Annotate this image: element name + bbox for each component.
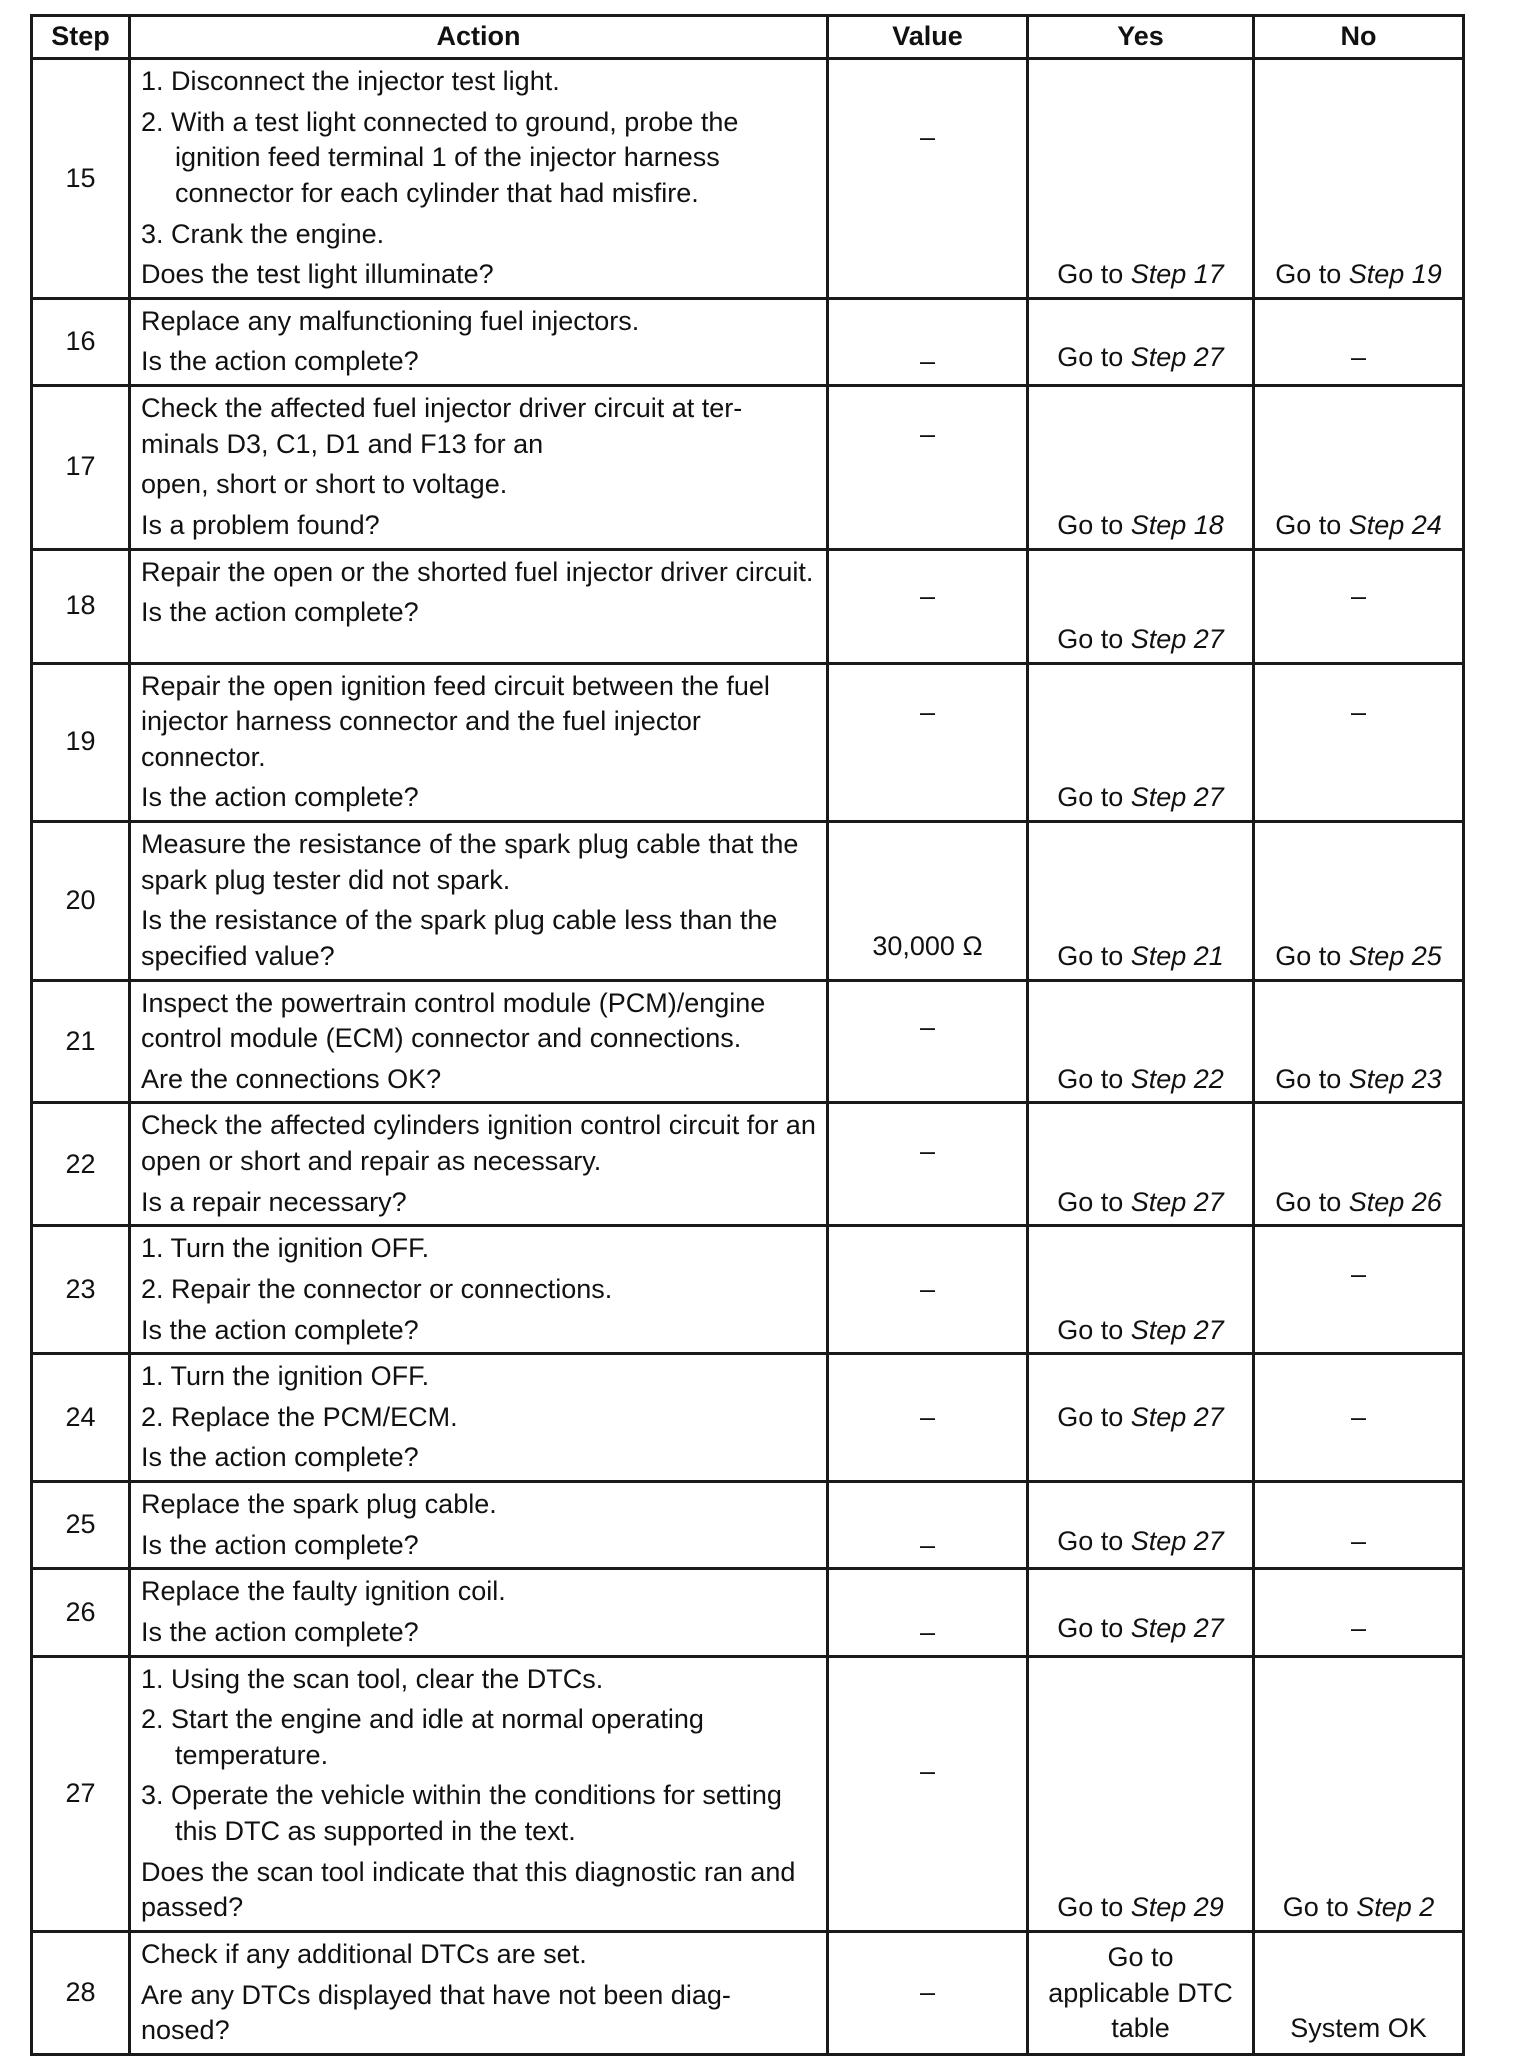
header-no: No [1254,16,1464,59]
action-question: Is the action complete? [141,1314,419,1345]
yes-prefix: Go to [1057,1401,1131,1432]
no-cell [1254,1656,1464,1931]
step-number: 23 [32,1226,130,1354]
yes-cell [1028,663,1254,822]
yes-step-ref: Step 17 [1130,259,1224,290]
action-question: Are the connections OK? [141,1063,442,1094]
value-cell: – [828,1656,1028,1931]
yes-prefix: Go to [1057,342,1131,373]
table-row [32,822,1464,981]
step-number: 21 [32,980,130,1103]
table-row [32,298,1464,385]
yes-prefix: Go to [1057,782,1131,813]
step-number: 22 [32,1103,130,1226]
header-value: Value [828,16,1028,59]
table-row [32,1931,1464,2054]
action-question: Is a problem found? [141,509,380,540]
yes-cell [1028,1226,1254,1354]
yes-step-ref: Step 18 [1130,509,1224,540]
action-line: Check the affected cylinders ignition control circuit for an open or short and repair as necessary. [141,1110,816,1176]
yes-step-ref: Step 29 [1130,1892,1224,1923]
action-line: Check if any additional DTCs are set. [141,1938,587,1969]
value-cell: – [828,386,1028,550]
yes-prefix: Go to [1057,509,1131,540]
step-number: 28 [32,1931,130,2054]
table-row [32,59,1464,299]
yes-step-ref: Step 27 [1130,1401,1224,1432]
header-row [32,16,1464,59]
yes-prefix: Go to [1057,1186,1131,1217]
yes-prefix: Go to [1057,940,1131,971]
no-prefix: Go to [1282,1892,1357,1923]
value-cell: – [828,980,1028,1103]
header-yes: Yes [1028,16,1254,59]
action-line: 3. Operate the vehicle within the conditions for setting this DTC as supported in the text. [141,1780,782,1846]
no-prefix: Go to [1275,259,1349,290]
value-cell: 30,000 Ω [828,822,1028,981]
no-cell [1254,59,1464,299]
action-question: Are any DTCs displayed that have not been diag-nosed? [141,1979,731,2046]
header-step: Step [32,16,130,59]
no-cell [1254,1103,1464,1226]
no-prefix: Go to [1275,1186,1349,1217]
yes-step-ref: Step 27 [1130,1186,1224,1217]
diagnostic-table [30,14,1465,2056]
action-question: Is a repair necessary? [141,1186,407,1217]
no-cell [1254,386,1464,550]
no-cell: – [1254,298,1464,385]
action-line: 1. Turn the ignition OFF. [141,1361,430,1392]
action-cell [130,1226,828,1354]
action-cell [130,1354,828,1482]
action-line: 2. Start the engine and idle at normal operating temperature. [141,1704,704,1770]
yes-step-ref: Step 21 [1130,940,1224,971]
action-line: Inspect the powertrain control module (PCM)/engine control module (ECM) connector and connections. [141,987,766,1054]
table-row [32,1103,1464,1226]
yes-step-ref: Step 27 [1130,1612,1224,1643]
yes-cell [1028,298,1254,385]
yes-step-ref: Step 27 [1130,1314,1224,1345]
no-cell: – [1254,549,1464,663]
yes-cell [1028,1354,1254,1482]
no-step-ref: Step 23 [1348,1063,1442,1094]
yes-cell [1028,386,1254,550]
yes-cell [1028,980,1254,1103]
table-row [32,386,1464,550]
no-cell: – [1254,1354,1464,1482]
action-question: Is the action complete? [141,1616,419,1647]
yes-cell [1028,59,1254,299]
action-question: Is the action complete? [141,1529,419,1560]
action-question: Is the action complete? [141,782,419,813]
step-number: 26 [32,1569,130,1656]
action-cell [130,1569,828,1656]
no-step-ref: Step 25 [1348,940,1442,971]
table-row [32,663,1464,822]
table-row [32,980,1464,1103]
action-line: Check the affected fuel injector driver circuit at ter-minals D3, C1, D1 and F13 for an [141,393,743,459]
step-number: 20 [32,822,130,981]
table-row [32,1569,1464,1656]
action-line: Replace the spark plug cable. [141,1489,497,1519]
step-number: 16 [32,298,130,385]
step-number: 27 [32,1656,130,1931]
yes-prefix: Go to [1057,1063,1131,1094]
value-cell: – [828,1103,1028,1226]
no-cell: – [1254,1226,1464,1354]
action-line: Repair the open or the shorted fuel injector driver circuit. [141,556,814,587]
no-step-ref: Step 24 [1348,509,1442,540]
value-cell: – [828,1226,1028,1354]
action-line: 2. With a test light connected to ground, probe the ignition feed terminal 1 of the injector harness connector for each cylinder that had misfire. [141,106,739,208]
action-cell [130,980,828,1103]
no-prefix: Go to [1275,509,1349,540]
action-line: 1. Using the scan tool, clear the DTCs. [141,1663,604,1694]
action-cell [130,1482,828,1569]
action-cell [130,298,828,385]
no-step-ref: Step 2 [1356,1892,1435,1923]
no-prefix: Go to [1275,940,1349,971]
action-line: 2. Replace the PCM/ECM. [141,1401,458,1432]
yes-prefix: Go to [1057,623,1131,654]
value-cell: – [828,1569,1028,1656]
action-question: Does the test light illuminate? [141,259,494,290]
step-number: 19 [32,663,130,822]
action-line: 1. Turn the ignition OFF. [141,1233,430,1264]
value-cell: – [828,298,1028,385]
action-cell [130,1931,828,2054]
action-line: Replace the faulty ignition coil. [141,1576,506,1607]
step-number: 15 [32,59,130,299]
step-number: 24 [32,1354,130,1482]
header-action: Action [130,16,828,59]
action-line: open, short or short to voltage. [141,469,508,500]
no-cell: – [1254,1569,1464,1656]
no-prefix: Go to [1275,1063,1349,1094]
action-cell [130,1656,828,1931]
yes-step-ref: Step 27 [1130,782,1224,813]
table-row [32,1656,1464,1931]
action-line: Replace any malfunctioning fuel injectors. [141,305,640,336]
no-step-ref: Step 19 [1348,259,1442,290]
action-line: 1. Disconnect the injector test light. [141,66,560,96]
action-line: 2. Repair the connector or connections. [141,1273,613,1304]
action-cell [130,663,828,822]
value-cell: – [828,59,1028,299]
yes-prefix: Go to [1057,259,1131,290]
step-number: 18 [32,549,130,663]
action-question: Is the action complete? [141,1442,419,1473]
table-row [32,1354,1464,1482]
yes-cell [1028,822,1254,981]
no-cell: – [1254,663,1464,822]
action-cell [130,822,828,981]
action-cell [130,59,828,299]
yes-cell [1028,1656,1254,1931]
no-cell: – [1254,1482,1464,1569]
value-cell: – [828,1931,1028,2054]
no-step-ref: Step 26 [1348,1186,1442,1217]
yes-step-ref: Step 27 [1130,623,1224,654]
action-cell [130,1103,828,1226]
table-row [32,1226,1464,1354]
yes-prefix: Go to [1057,1612,1131,1643]
step-number: 25 [32,1482,130,1569]
action-line: 3. Crank the engine. [141,218,385,249]
value-cell: – [828,1482,1028,1569]
no-cell [1254,980,1464,1103]
yes-prefix: Go to [1057,1892,1131,1923]
yes-step-ref: Step 27 [1130,342,1224,373]
no-cell [1254,822,1464,981]
value-cell: – [828,663,1028,822]
yes-cell [1028,549,1254,663]
yes-cell [1028,1103,1254,1226]
action-question: Is the resistance of the spark plug cable less than the specified value? [141,905,778,971]
action-question: Is the action complete? [141,346,419,377]
no-cell: System OK [1254,1931,1464,2054]
action-line: Measure the resistance of the spark plug cable that the spark plug tester did not spark. [141,829,799,895]
yes-cell [1028,1569,1254,1656]
value-cell: – [828,549,1028,663]
table-row [32,549,1464,663]
action-cell [130,549,828,663]
yes-prefix: Go to [1057,1525,1131,1556]
yes-cell [1028,1482,1254,1569]
action-question: Is the action complete? [141,597,419,628]
table-row [32,1482,1464,1569]
yes-cell: Go to applicable DTC table [1028,1931,1254,2054]
action-line: Repair the open ignition feed circuit between the fuel injector harness connector and the fuel injector connector. [141,670,770,772]
action-question: Does the scan tool indicate that this diagnostic ran and passed? [141,1856,796,1923]
yes-step-ref: Step 22 [1130,1063,1224,1094]
yes-prefix: Go to [1057,1314,1131,1345]
value-cell: – [828,1354,1028,1482]
yes-step-ref: Step 27 [1130,1525,1224,1556]
action-cell [130,386,828,550]
step-number: 17 [32,386,130,550]
